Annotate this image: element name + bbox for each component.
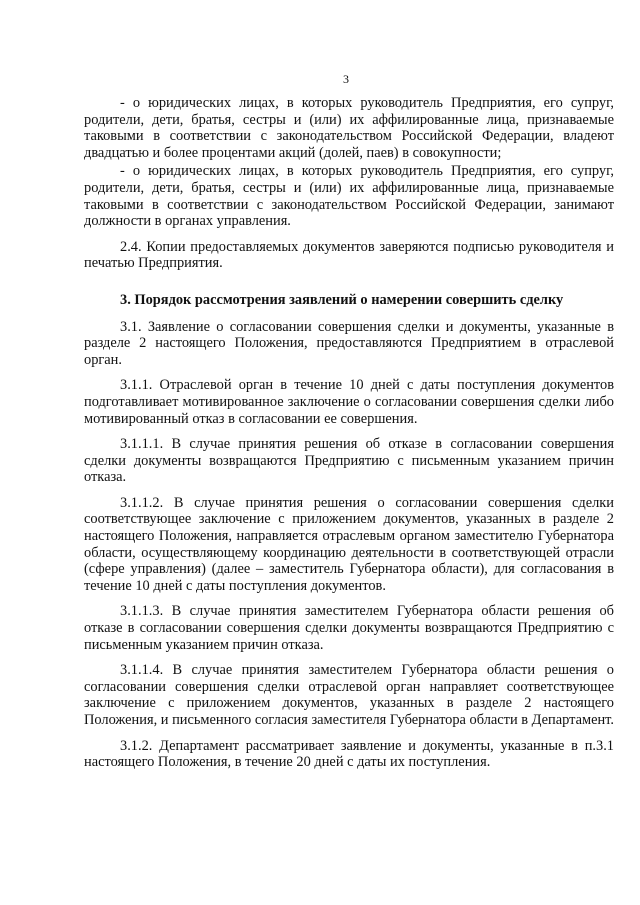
paragraph-3-1-1-3: 3.1.1.3. В случае принятия заместителем Губернатора области решения об отказе в согласовании совершения сделки документы возвращаются Предприятию с письменным указанием причин отказа. — [84, 603, 614, 653]
paragraph-3-1-1-4: 3.1.1.4. В случае принятия заместителем Губернатора области решения о согласовании совершения сделки отраслевой орган направляет соответствующее заключение с приложением документов, указанных в разделе 2 настоящего Положения, и письменного согласия заместителя Губернатора области в Департамент. — [84, 662, 614, 728]
paragraph-3-1-2: 3.1.2. Департамент рассматривает заявление и документы, указанные в п.3.1 настоящего Положения, в течение 20 дней с даты их поступления. — [84, 737, 614, 771]
paragraph-3-1-1: 3.1.1. Отраслевой орган в течение 10 дней с даты поступления документов подготавливает мотивированное заключение о согласовании совершения сделки либо мотивированный отказ в согласовании ее совершения. — [84, 377, 614, 427]
paragraph-3-1: 3.1. Заявление о согласовании совершения сделки и документы, указанные в разделе 2 настоящего Положения, предоставляются Предприятием в отраслевой орган. — [84, 318, 614, 368]
paragraph-shareholding: - о юридических лицах, в которых руководитель Предприятия, его супруг, родители, дети, братья, сестры и (или) их аффилированные лица, признаваемые таковыми в соответствии с законодательством Российской Федерации, владеют двадцатью и более процентами акций (долей, паев) в совокупности; — [84, 95, 614, 161]
page-number: 3 — [343, 72, 349, 86]
paragraph-3-1-1-1: 3.1.1.1. В случае принятия решения об отказе в согласовании совершения сделки документы возвращаются Предприятию с письменным указанием причин отказа. — [84, 436, 614, 486]
section-heading-3: 3. Порядок рассмотрения заявлений о намерении совершить сделку — [120, 291, 564, 308]
paragraph-management-positions: - о юридических лицах, в которых руководитель Предприятия, его супруг, родители, дети, братья, сестры и (или) их аффилированные лица, признаваемые таковыми в соответствии с законодательством Российской Федерации, занимают должности в органах управления. — [84, 163, 614, 230]
paragraph-3-1-1-2: 3.1.1.2. В случае принятия решения о согласовании совершения сделки соответствующее заключение с приложением документов, указанных в разделе 2 настоящего Положения, направляется отраслевым органом заместителю Губернатора области, осуществляющему координацию деятельности в соответствующей отрасли (сфере управления) (далее – заместитель Губернатора области), для согласования в течение 10 дней с даты поступления документов. — [84, 494, 614, 594]
paragraph-2-4: 2.4. Копии предоставляемых документов заверяются подписью руководителя и печатью Предприятия. — [84, 238, 614, 272]
